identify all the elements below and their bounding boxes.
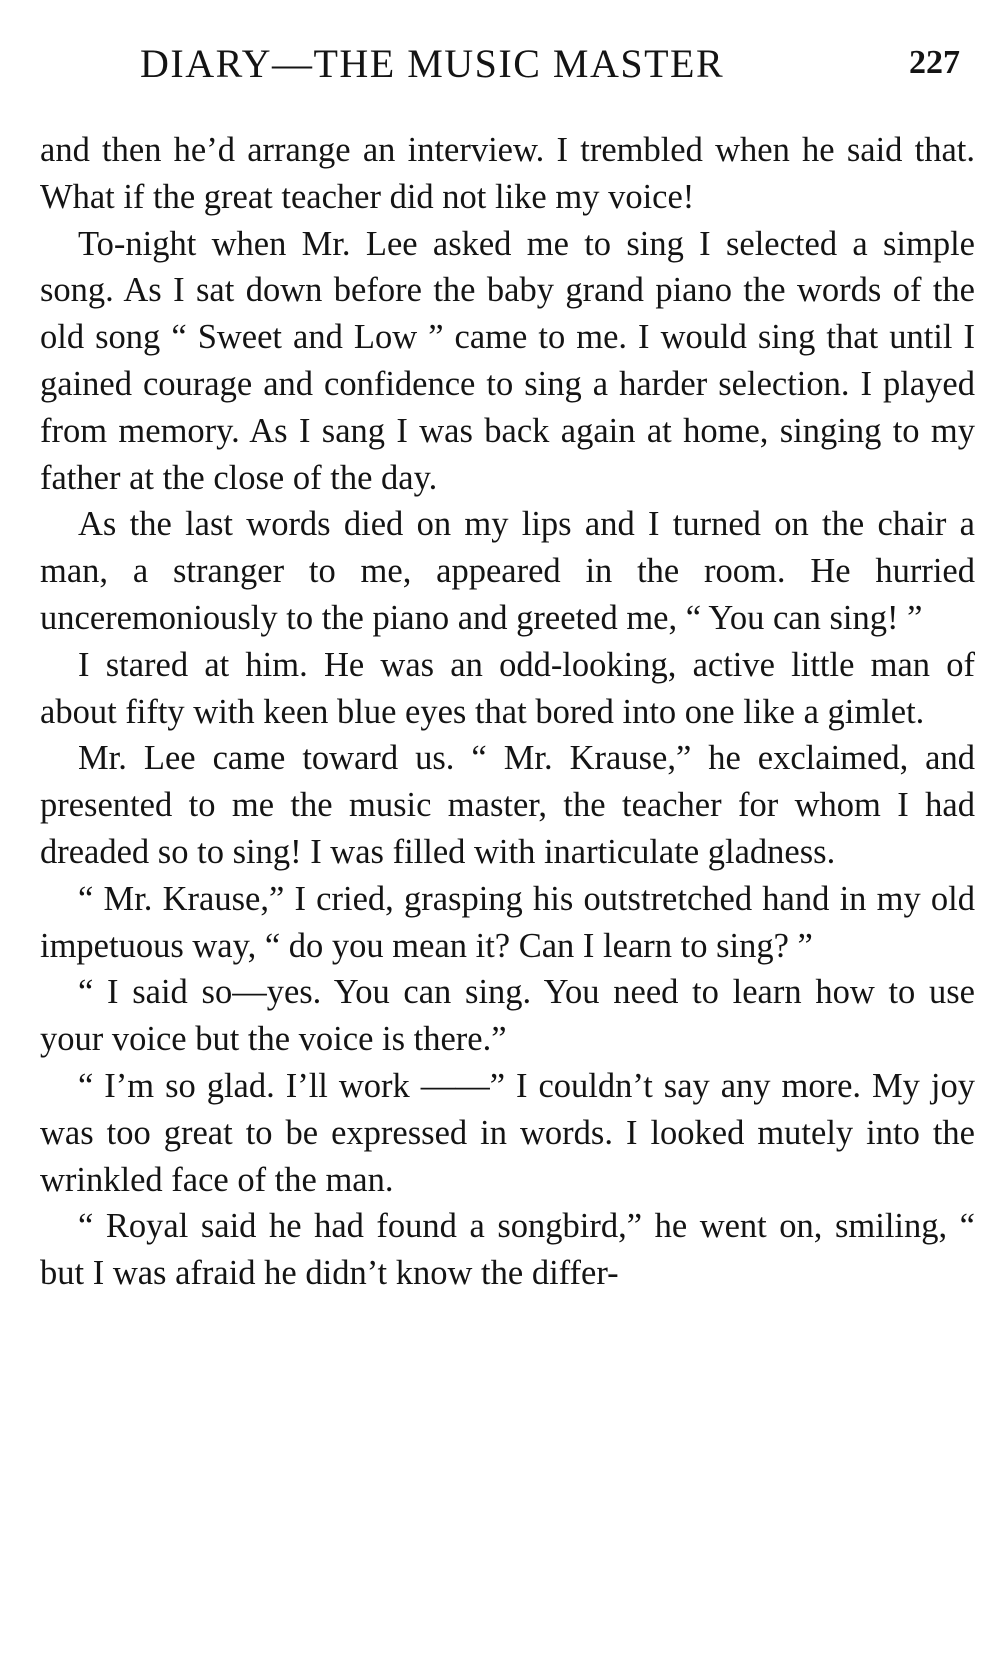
page-body xyxy=(40,127,975,1297)
paragraph: Mr. Lee came toward us. “ Mr. Krause,” he exclaimed, and presented to me the music master, the teacher for whom I had dreaded so to sing! I was filled with inarticulate gladness. xyxy=(40,739,975,871)
paragraph: I stared at him. He was an odd-looking, active little man of about fifty with keen blue eyes that bored into one like a gimlet. xyxy=(40,645,975,731)
paragraph: “ Mr. Krause,” I cried, grasping his outstretched hand in my old impetuous way, “ do you mean it? Can I learn to sing? ” xyxy=(40,879,975,965)
paragraph: As the last words died on my lips and I turned on the chair a man, a stranger to me, appeared in the room. He hurried unceremoniously to the piano and greeted me, “ You can sing! ” xyxy=(40,505,975,637)
running-head xyxy=(40,40,960,100)
paragraph: “ Royal said he had found a songbird,” he went on, smiling, “ but I was afraid he didn’t know the differ- xyxy=(40,1207,975,1293)
page-number: 227 xyxy=(909,44,960,81)
paragraph: To-night when Mr. Lee asked me to sing I selected a simple song. As I sat down before the baby grand piano the words of the old song “ Sweet and Low ” came to me. I would sing that until I gained courage and confidence to sing a harder selection. I played from memory. As I sang I was back again at home, singing to my father at the close of the day. xyxy=(40,224,975,497)
running-title: DIARY—THE MUSIC MASTER xyxy=(140,41,725,86)
paragraph: “ I said so—yes. You can sing. You need to learn how to use your voice but the voice is there.” xyxy=(40,973,975,1059)
paragraph-continued: and then he’d arrange an interview. I trembled when he said that. What if the great teacher did not like my voice! xyxy=(40,131,975,216)
paragraph: “ I’m so glad. I’ll work ——” I couldn’t say any more. My joy was too great to be expressed in words. I looked mutely into the wrinkled face of the man. xyxy=(40,1066,975,1199)
